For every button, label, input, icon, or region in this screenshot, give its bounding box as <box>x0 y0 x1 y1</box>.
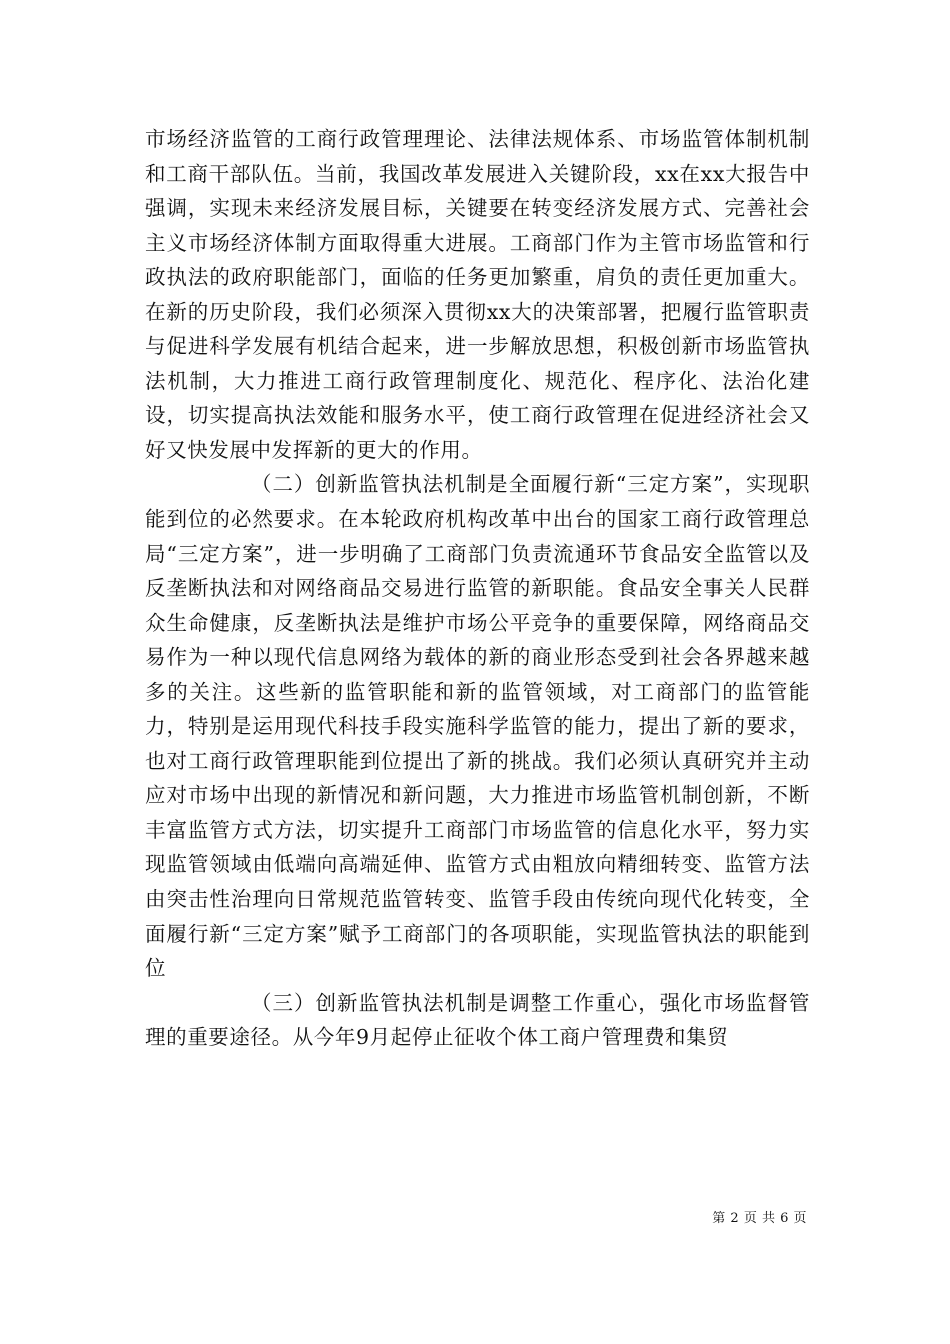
document-body <box>145 122 810 1055</box>
page-number-footer: 第 2 页 共 6 页 <box>712 1211 807 1226</box>
paragraph-1: 市场经济监管的工商行政管理理论、法律法规体系、市场监管体制机制和工商干部队伍。当前，我国改革发展进入关键阶段，xx在xx大报告中强调，实现未来经济发展目标，关键要在转变经济发展方式、完善社会主义市场经济体制方面取得重大进展。工商部门作为主管市场监管和行政执法的政府职能部门，面临的任务更加繁重，肩负的责任更加重大。在新的历史阶段，我们必须深入贯彻xx大的决策部署，把履行监管职责与促进科学发展有机结合起来，进一步解放思想，积极创新市场监管执法机制，大力推进工商行政管理制度化、规范化、程序化、法治化建设，切实提高执法效能和服务水平，使工商行政管理在促进经济社会又好又快发展中发挥新的更大的作用。 <box>145 127 810 462</box>
paragraph-3: （三）创新监管执法机制是调整工作重心，强化市场监督管理的重要途径。从今年9月起停止征收个体工商户管理费和集贸 <box>145 990 810 1050</box>
paragraph-2: （二）创新监管执法机制是全面履行新“三定方案”，实现职能到位的必然要求。在本轮政府机构改革中出台的国家工商行政管理总局“三定方案”，进一步明确了工商部门负责流通环节食品安全监管以及反垄断执法和对网络商品交易进行监管的新职能。食品安全事关人民群众生命健康，反垄断执法是维护市场公平竞争的重要保障，网络商品交易作为一种以现代信息网络为载体的新的商业形态受到社会各界越来越多的关注。这些新的监管职能和新的监管领域，对工商部门的监管能力，特别是运用现代科技手段实施科学监管的能力，提出了新的要求，也对工商行政管理职能到位提出了新的挑战。我们必须认真研究并主动应对市场中出现的新情况和新问题，大力推进市场监管机制创新，不断丰富监管方式方法，切实提升工商部门市场监管的信息化水平，努力实现监管领域由低端向高端延伸、监管方式由粗放向精细转变、监管方法由突击性治理向日常规范监管转变、监管手段由传统向现代化转变，全面履行新“三定方案”赋予工商部门的各项职能，实现监管执法的职能到位 <box>145 472 810 981</box>
